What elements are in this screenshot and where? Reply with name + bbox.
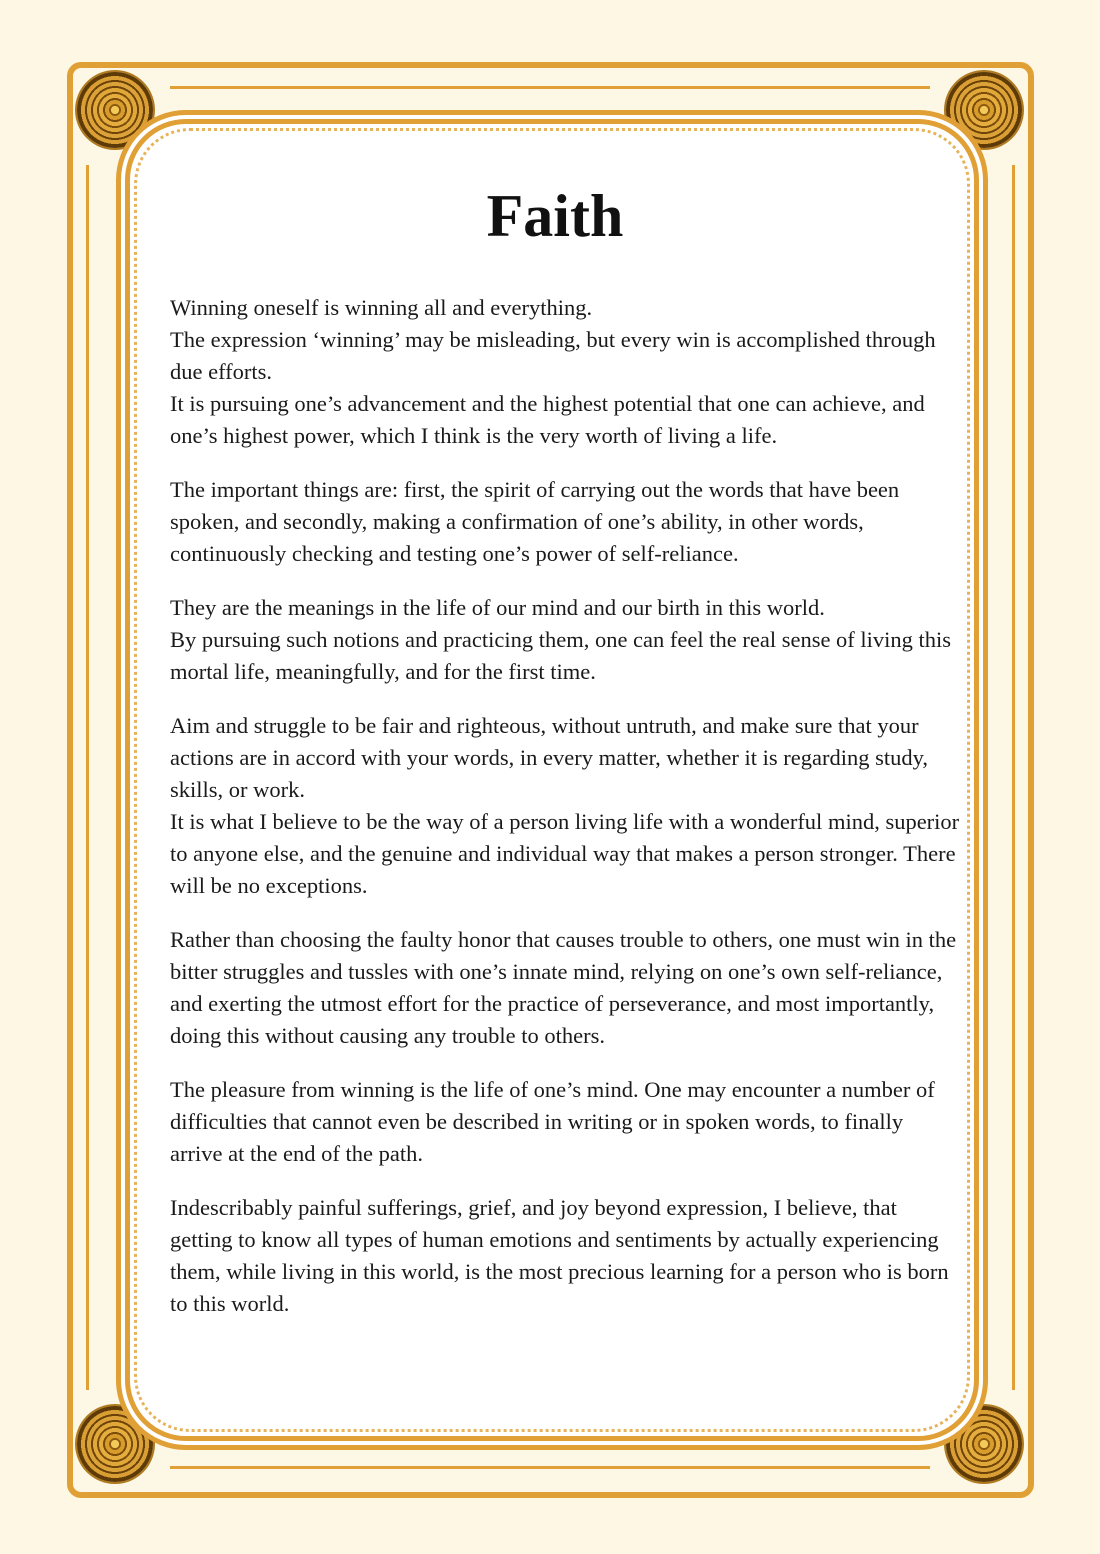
bottom-rule <box>170 1466 930 1469</box>
paragraph-line: They are the meanings in the life of our mind and our birth in this world. <box>170 595 825 620</box>
paragraph-4 <box>170 710 960 902</box>
left-rule <box>86 165 89 1390</box>
top-rule <box>170 86 930 89</box>
paragraph-line: Aim and struggle to be fair and righteous, without untruth, and make sure that your actions are in accord with your words, in every matter, whether it is regarding study, skills, or work. <box>170 713 929 802</box>
page-title: Faith <box>486 183 624 249</box>
paragraph-line: The pleasure from winning is the life of one’s mind. One may encounter a number of difficulties that cannot even be described in writing or in spoken words, to finally arrive at the end of the path. <box>170 1077 935 1166</box>
paragraph-line: The expression ‘winning’ may be misleading, but every win is accomplished through due efforts. <box>170 327 936 384</box>
paragraph-2 <box>170 474 960 570</box>
paragraph-line: Indescribably painful sufferings, grief, and joy beyond expression, I believe, that getting to know all types of human emotions and sentiments by actually experiencing them, while living in this world, is the most precious learning for a person who is born to this world. <box>170 1195 949 1316</box>
document-content <box>170 180 960 1342</box>
paragraph-line: It is pursuing one’s advancement and the highest potential that one can achieve, and one’s highest power, which I think is the very worth of living a life. <box>170 391 925 448</box>
paragraph-line: The important things are: first, the spirit of carrying out the words that have been spoken, and secondly, making a confirmation of one’s ability, in other words, continuously checking and testing one’s power of self-reliance. <box>170 477 900 566</box>
paragraph-line: Winning oneself is winning all and everything. <box>170 295 593 320</box>
paragraph-3 <box>170 592 960 688</box>
paragraph-line: By pursuing such notions and practicing them, one can feel the real sense of living this mortal life, meaningfully, and for the first time. <box>170 627 952 684</box>
paragraph-line: Rather than choosing the faulty honor that causes trouble to others, one must win in the bitter struggles and tussles with one’s innate mind, relying on one’s own self-reliance, and exerting the utmost effort for the practice of perseverance, and most importantly, doing this without causing any trouble to others. <box>170 927 957 1048</box>
right-rule <box>1012 165 1015 1390</box>
paragraph-7 <box>170 1192 960 1320</box>
paragraph-line: It is what I believe to be the way of a person living life with a wonderful mind, superior to anyone else, and the genuine and individual way that makes a person stronger. There will be no exceptions. <box>170 809 960 898</box>
paragraph-6 <box>170 1074 960 1170</box>
paragraph-1 <box>170 292 960 452</box>
paragraph-5 <box>170 924 960 1052</box>
